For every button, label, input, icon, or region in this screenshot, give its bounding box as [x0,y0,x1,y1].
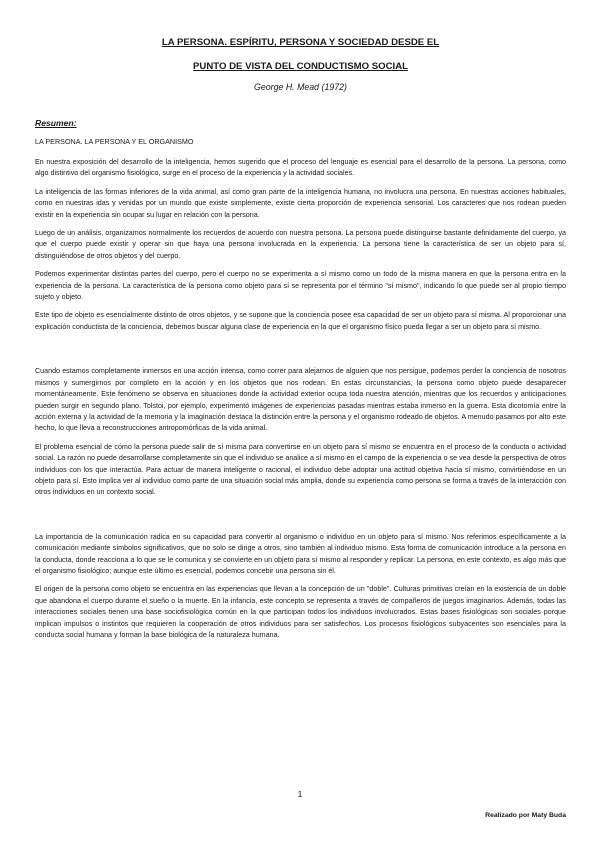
paragraph-2: La inteligencia de las formas inferiores de la vida animal, así como gran parte de la inteligencia humana, no involucra una persona. En nuestras acciones habituales, como en nuestras idas y venidas por un mundo que existe simplemente, existe cierta proporción de experiencia sensorial. Los caracteres que nos rodean pueden existir en la experiencia sin ocupar su lugar en relación con la persona. [35,187,566,219]
document-title-line-2: PUNTO DE VISTA DEL CONDUCTISMO SOCIAL [193,61,408,72]
paragraph-9: El origen de la persona como objeto se encuentra en las experiencias que llevan a la concepción de un "doble". Culturas primitivas creían en la existencia de un doble que abandona el cuerpo durante el sueño o la muerte. En la infancia, este concepto se representa a través de compañeros de juegos imaginarios. Además, todas las interacciones sociales tienen una base sociofisiológica común en la que participan todos los individuos involucrados. Estas bases fisiológicas son sociales porque implican impulsos o instintos que requieren la cooperación de otros individuos para ser satisfechos. Los procesos fisiológicos subyacentes son esenciales para la conducta social humana y forman la base biológica de la naturaleza humana. [35,585,566,639]
paragraph-4: Podemos experimentar distintas partes del cuerpo, pero el cuerpo no se experimenta a sí mismo como un todo de la misma manera en que la persona entra en la experiencia de la persona. La característica de la persona como objeto para sí se representa por el término "sí mismo", indicando lo que puede ser al propio tiempo sujeto y objeto. [35,270,566,302]
paragraph-3: Luego de un análisis, organizamos normalmente los recuerdos de acuerdo con nuestra persona. La persona puede distinguirse bastante definidamente del cuerpo, ya que el cuerpo puede existir y operar sin que haya una persona involucrada en la experiencia. La persona tiene la característica de ser un objeto para sí, distinguiéndose de otros objetos y del cuerpo. [35,229,566,260]
paragraph-8: La importancia de la comunicación radica en su capacidad para convertir al organismo o individuo en un objeto para sí mismo. Nos referimos específicamente a la comunicación mediante símbolos significativos, que no solo se dirige a otros, sino también al individuo mismo. Esta forma de comunicación introduce a la persona en la conducta, donde reacciona a lo que se le comunica y se convierte en un objeto para sí mismo al responder y replicar. La persona, en este contexto, es algo más que el organismo fisiológico; aunque este último es esencial, podemos concebir una persona sin él. [35,532,566,575]
section-subheading: LA PERSONA. LA PERSONA Y EL ORGANISMO [35,137,194,146]
author-citation: George H. Mead (1972) [254,82,347,92]
paragraph-6: Cuando estamos completamente inmersos en una acción intensa, como correr para alejarnos de alguien que nos persigue, podemos perder la conciencia de nosotros mismos y sumergirnos por completo en la acción y en los objetos que nos rodean. En estas circunstancias, la persona como objeto puede desaparecer momentáneamente. Este fenómeno se observa en situaciones donde la actividad exterior ocupa toda nuestra atención, mientras que los recuerdos y anticipaciones pueden surgir en segundo plano. Tolstoi, por ejemplo, experimentó imágenes de experiencias pasadas mientras estaba inmerso en la guerra. Esta dicotomía entre la acción externa y la actividad de la memoria y la imaginación destaca la distinción entre la persona y el organismo rodeado de objetos. A menudo pasamos por alto este hecho, lo que lleva a reconstrucciones antropomórficas de la vida animal. [35,367,566,433]
paragraph-5: Este tipo de objeto es esencialmente distinto de otros objetos, y se supone que la conciencia posee esa capacidad de ser un objeto para sí misma. Al proporcionar una explicación conductista de la conciencia, debemos buscar alguna clase de experiencia en la que el organismo físico pueda llegar a ser un objeto para sí mismo. [35,311,566,331]
paragraph-7: El problema esencial de cómo la persona puede salir de sí misma para convertirse en un objeto para sí mismo se encuentra en el proceso de la conducta o actividad social. La razón no puede desarrollarse completamente sin que el individuo se analice a sí mismo en el campo de la experiencia o se vea desde la perspectiva de otros individuos con los que interactúa. Para actuar de manera inteligente o racional, el individuo debe adoptar una actitud objetiva hacia sí mismo, convirtiéndose en un objeto para sí. Esto implica ver al individuo como parte de una situación social más amplia, donde su experiencia como persona se forma a través de la interacción con otros individuos en un contexto social. [35,442,566,497]
page-number: 1 [297,789,303,799]
paragraph-1: En nuestra exposición del desarrollo de la inteligencia, hemos sugerido que el proceso del lenguaje es esencial para el desarrollo de la persona. La persona, como algo distintivo del organismo fisiológico, surge en el proceso de la experiencia y la actividad sociales. [35,158,566,178]
author-credit: Realizado por Maty Buda [485,812,566,819]
document-title-line-1: LA PERSONA. ESPÍRITU, PERSONA Y SOCIEDAD DESDE EL [161,37,440,48]
summary-label: Resumen: [35,118,77,128]
